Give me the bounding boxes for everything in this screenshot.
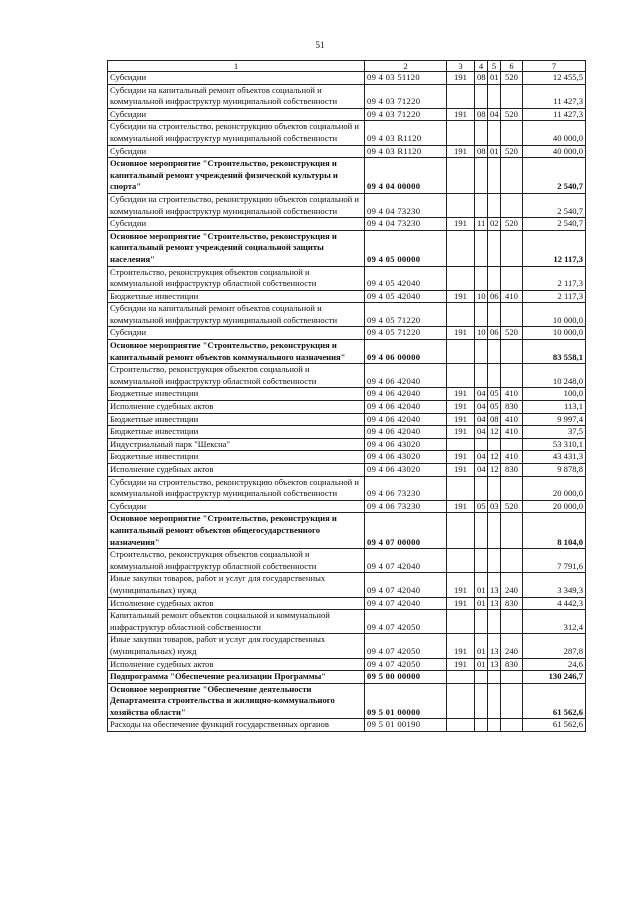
row-expense-type-cell: 520 [501,218,523,231]
row-subsection-cell [488,683,501,719]
row-ved-cell [447,476,475,500]
row-subsection-cell: 01 [488,145,501,158]
row-section-cell [475,438,488,451]
row-name-cell: Основное мероприятие "Строительство, реконструкция и капитальный ремонт объектов коммунального назначения" [108,340,365,364]
table-row [108,500,586,513]
row-code-cell: 09 5 00 00000 [365,671,447,684]
header-cell: 6 [501,61,523,72]
row-sum-cell: 61 562,6 [523,683,586,719]
row-sum-cell: 40 000,0 [523,121,586,145]
row-subsection-cell [488,513,501,549]
row-sum-cell: 312,4 [523,610,586,634]
row-ved-cell: 191 [447,451,475,464]
row-name-cell: Субсидии [108,218,365,231]
row-subsection-cell: 04 [488,108,501,121]
table-row [108,108,586,121]
row-subsection-cell [488,303,501,327]
row-code-cell: 09 4 07 42050 [365,634,447,658]
row-section-cell: 08 [475,145,488,158]
row-section-cell: 01 [475,634,488,658]
row-expense-type-cell [501,610,523,634]
row-code-cell: 09 4 07 42040 [365,549,447,573]
row-sum-cell: 8 104,0 [523,513,586,549]
row-expense-type-cell [501,438,523,451]
row-expense-type-cell [501,476,523,500]
row-section-cell [475,193,488,217]
row-sum-cell: 100,0 [523,388,586,401]
row-subsection-cell: 13 [488,597,501,610]
row-ved-cell: 191 [447,401,475,414]
row-code-cell: 09 4 05 42040 [365,266,447,290]
row-sum-cell: 24,6 [523,658,586,671]
row-name-cell: Расходы на обеспечение функций государственных органов [108,719,365,732]
row-ved-cell [447,340,475,364]
row-ved-cell [447,158,475,194]
row-name-cell: Субсидии [108,108,365,121]
table-row [108,451,586,464]
row-name-cell: Субсидии на капитальный ремонт объектов социальной и коммунальной инфраструктур муниципальной собственности [108,303,365,327]
row-ved-cell: 191 [447,145,475,158]
row-expense-type-cell: 520 [501,72,523,85]
table-row [108,549,586,573]
table-row [108,145,586,158]
row-name-cell: Иные закупки товаров, работ и услуг для государственных (муниципальных) нужд [108,634,365,658]
row-sum-cell: 20 000,0 [523,500,586,513]
row-code-cell: 09 4 06 43020 [365,451,447,464]
row-subsection-cell [488,719,501,732]
row-ved-cell: 191 [447,597,475,610]
table-row [108,719,586,732]
row-name-cell: Основное мероприятие "Строительство, реконструкция и капитальный ремонт объектов общегосударственного назначения" [108,513,365,549]
row-name-cell: Исполнение судебных актов [108,401,365,414]
row-name-cell: Подпрограмма "Обеспечение реализации Программы" [108,671,365,684]
row-expense-type-cell: 830 [501,658,523,671]
row-expense-type-cell [501,513,523,549]
row-ved-cell [447,683,475,719]
table-row [108,597,586,610]
row-ved-cell [447,266,475,290]
row-subsection-cell [488,671,501,684]
row-ved-cell: 191 [447,218,475,231]
row-subsection-cell: 06 [488,290,501,303]
row-subsection-cell [488,84,501,108]
row-subsection-cell [488,121,501,145]
row-name-cell: Субсидии [108,145,365,158]
row-ved-cell [447,513,475,549]
row-name-cell: Бюджетные инвестиции [108,290,365,303]
row-sum-cell: 2 117,3 [523,290,586,303]
page-number: 51 [315,40,325,50]
row-section-cell: 04 [475,401,488,414]
row-ved-cell [447,84,475,108]
row-section-cell: 05 [475,500,488,513]
row-expense-type-cell [501,549,523,573]
row-ved-cell: 191 [447,464,475,477]
row-subsection-cell: 13 [488,634,501,658]
row-expense-type-cell [501,266,523,290]
table-row [108,327,586,340]
row-expense-type-cell [501,303,523,327]
row-subsection-cell: 05 [488,388,501,401]
row-sum-cell: 2 117,3 [523,266,586,290]
row-sum-cell: 9 997,4 [523,413,586,426]
table-row [108,388,586,401]
table-row [108,513,586,549]
row-ved-cell: 191 [447,500,475,513]
row-section-cell [475,549,488,573]
row-code-cell: 09 4 03 51120 [365,72,447,85]
row-name-cell: Бюджетные инвестиции [108,413,365,426]
row-expense-type-cell [501,84,523,108]
row-expense-type-cell [501,230,523,266]
row-code-cell: 09 4 07 42050 [365,610,447,634]
row-section-cell: 08 [475,108,488,121]
row-subsection-cell [488,193,501,217]
row-ved-cell [447,610,475,634]
row-expense-type-cell [501,719,523,732]
row-code-cell: 09 4 05 71220 [365,303,447,327]
row-section-cell [475,719,488,732]
row-sum-cell: 2 540,7 [523,193,586,217]
row-section-cell [475,340,488,364]
row-subsection-cell: 12 [488,451,501,464]
row-ved-cell [447,719,475,732]
row-section-cell [475,476,488,500]
row-expense-type-cell [501,671,523,684]
row-name-cell: Основное мероприятие "Строительство, реконструкция и капитальный ремонт учреждений социальной защиты населения" [108,230,365,266]
row-section-cell: 04 [475,413,488,426]
row-name-cell: Бюджетные инвестиции [108,388,365,401]
table-row [108,464,586,477]
row-name-cell: Основное мероприятие "Обеспечение деятельности Департамента строительства и жилищно-коммунального хозяйства области" [108,683,365,719]
table-row [108,671,586,684]
row-sum-cell: 61 562,6 [523,719,586,732]
table-row [108,303,586,327]
row-name-cell: Бюджетные инвестиции [108,451,365,464]
row-sum-cell: 3 349,3 [523,573,586,597]
row-sum-cell: 4 442,3 [523,597,586,610]
row-code-cell: 09 4 06 42040 [365,413,447,426]
row-section-cell: 04 [475,464,488,477]
row-subsection-cell: 03 [488,500,501,513]
row-expense-type-cell: 410 [501,451,523,464]
row-ved-cell: 191 [447,573,475,597]
row-subsection-cell [488,476,501,500]
row-code-cell: 09 4 07 42050 [365,658,447,671]
row-name-cell: Строительство, реконструкция объектов социальной и коммунальной инфраструктур областной собственности [108,364,365,388]
row-code-cell: 09 4 06 73230 [365,500,447,513]
row-subsection-cell: 12 [488,426,501,439]
row-name-cell: Бюджетные инвестиции [108,426,365,439]
row-name-cell: Субсидии на строительство, реконструкцию объектов социальной и коммунальной инфраструктур муниципальной собственности [108,193,365,217]
table-row [108,340,586,364]
row-section-cell [475,683,488,719]
row-expense-type-cell: 520 [501,108,523,121]
row-section-cell [475,158,488,194]
header-cell: 2 [365,61,447,72]
row-ved-cell: 191 [447,290,475,303]
row-ved-cell: 191 [447,108,475,121]
row-code-cell: 09 4 04 73230 [365,193,447,217]
row-name-cell: Строительство, реконструкция объектов социальной и коммунальной инфраструктур областной собственности [108,266,365,290]
row-ved-cell: 191 [447,426,475,439]
row-subsection-cell: 12 [488,464,501,477]
header-cell: 4 [475,61,488,72]
table-row [108,290,586,303]
row-code-cell: 09 4 03 R1120 [365,121,447,145]
row-section-cell [475,671,488,684]
row-sum-cell: 2 540,7 [523,158,586,194]
table-row [108,658,586,671]
row-expense-type-cell: 520 [501,500,523,513]
row-subsection-cell: 13 [488,658,501,671]
row-subsection-cell [488,364,501,388]
row-sum-cell: 40 000,0 [523,145,586,158]
row-subsection-cell: 01 [488,72,501,85]
table-row [108,610,586,634]
row-ved-cell [447,364,475,388]
row-subsection-cell [488,610,501,634]
row-ved-cell [447,121,475,145]
row-code-cell: 09 4 06 43020 [365,464,447,477]
header-cell: 1 [108,61,365,72]
row-name-cell: Иные закупки товаров, работ и услуг для государственных (муниципальных) нужд [108,573,365,597]
row-name-cell: Субсидии [108,500,365,513]
row-subsection-cell [488,438,501,451]
row-section-cell: 04 [475,426,488,439]
row-expense-type-cell: 410 [501,426,523,439]
row-section-cell: 01 [475,573,488,597]
row-section-cell [475,610,488,634]
row-code-cell: 09 4 04 73230 [365,218,447,231]
row-name-cell: Строительство, реконструкция объектов социальной и коммунальной инфраструктур областной собственности [108,549,365,573]
row-sum-cell: 130 246,7 [523,671,586,684]
row-subsection-cell: 02 [488,218,501,231]
row-sum-cell: 43 431,3 [523,451,586,464]
row-code-cell: 09 4 05 71220 [365,327,447,340]
row-code-cell: 09 4 04 00000 [365,158,447,194]
row-ved-cell [447,193,475,217]
table-row [108,121,586,145]
table-row [108,401,586,414]
row-section-cell: 11 [475,218,488,231]
row-name-cell: Субсидии на капитальный ремонт объектов социальной и коммунальной инфраструктур муниципальной собственности [108,84,365,108]
row-section-cell [475,513,488,549]
row-section-cell [475,364,488,388]
row-section-cell: 01 [475,658,488,671]
row-subsection-cell [488,549,501,573]
row-section-cell [475,266,488,290]
row-code-cell: 09 4 07 00000 [365,513,447,549]
row-expense-type-cell [501,364,523,388]
row-code-cell: 09 4 07 42040 [365,573,447,597]
row-expense-type-cell: 410 [501,388,523,401]
row-sum-cell: 10 000,0 [523,327,586,340]
row-code-cell: 09 4 06 73230 [365,476,447,500]
table-row [108,193,586,217]
row-expense-type-cell: 240 [501,573,523,597]
row-expense-type-cell [501,193,523,217]
row-name-cell: Исполнение судебных актов [108,597,365,610]
row-section-cell: 10 [475,290,488,303]
row-section-cell: 01 [475,597,488,610]
row-sum-cell: 12 117,3 [523,230,586,266]
row-sum-cell: 9 878,8 [523,464,586,477]
header-cell: 5 [488,61,501,72]
row-sum-cell: 2 540,7 [523,218,586,231]
row-ved-cell: 191 [447,327,475,340]
row-expense-type-cell: 830 [501,464,523,477]
row-ved-cell [447,438,475,451]
row-sum-cell: 287,8 [523,634,586,658]
row-expense-type-cell: 410 [501,413,523,426]
row-sum-cell: 12 455,5 [523,72,586,85]
row-ved-cell [447,671,475,684]
row-code-cell: 09 4 05 42040 [365,290,447,303]
table-row [108,158,586,194]
row-section-cell [475,303,488,327]
table-row [108,218,586,231]
row-subsection-cell: 13 [488,573,501,597]
row-name-cell: Субсидии на строительство, реконструкцию объектов социальной и коммунальной инфраструктур муниципальной собственности [108,121,365,145]
table-row [108,426,586,439]
table-row [108,683,586,719]
row-name-cell: Исполнение судебных актов [108,464,365,477]
header-cell: 7 [523,61,586,72]
row-sum-cell: 11 427,3 [523,84,586,108]
row-ved-cell: 191 [447,388,475,401]
row-ved-cell [447,549,475,573]
table-row [108,438,586,451]
row-section-cell: 04 [475,451,488,464]
table-row [108,476,586,500]
row-section-cell: 04 [475,388,488,401]
header-cell: 3 [447,61,475,72]
table-row [108,634,586,658]
row-code-cell: 09 5 01 00000 [365,683,447,719]
row-expense-type-cell: 240 [501,634,523,658]
row-expense-type-cell [501,121,523,145]
row-expense-type-cell [501,340,523,364]
row-subsection-cell: 06 [488,327,501,340]
row-sum-cell: 7 791,6 [523,549,586,573]
row-sum-cell: 10 000,0 [523,303,586,327]
row-subsection-cell [488,158,501,194]
row-expense-type-cell [501,683,523,719]
row-code-cell: 09 4 06 42040 [365,401,447,414]
row-sum-cell: 53 310,1 [523,438,586,451]
row-section-cell [475,121,488,145]
row-code-cell: 09 4 03 71220 [365,108,447,121]
row-expense-type-cell: 830 [501,401,523,414]
row-ved-cell [447,230,475,266]
table-row [108,84,586,108]
row-subsection-cell [488,266,501,290]
row-code-cell: 09 4 06 43020 [365,438,447,451]
row-code-cell: 09 4 06 00000 [365,340,447,364]
row-subsection-cell: 08 [488,413,501,426]
table-row [108,266,586,290]
row-section-cell: 10 [475,327,488,340]
table-row [108,573,586,597]
row-sum-cell: 113,1 [523,401,586,414]
row-ved-cell: 191 [447,413,475,426]
table-row [108,230,586,266]
row-name-cell: Субсидии на строительство, реконструкцию объектов социальной и коммунальной инфраструктур муниципальной собственности [108,476,365,500]
row-sum-cell: 37,5 [523,426,586,439]
row-sum-cell: 10 248,0 [523,364,586,388]
row-ved-cell: 191 [447,658,475,671]
row-code-cell: 09 4 03 R1120 [365,145,447,158]
row-expense-type-cell: 520 [501,327,523,340]
table-row [108,364,586,388]
row-code-cell: 09 4 06 42040 [365,426,447,439]
row-code-cell: 09 4 07 42040 [365,597,447,610]
row-expense-type-cell [501,158,523,194]
row-sum-cell: 83 558,1 [523,340,586,364]
row-name-cell: Основное мероприятие "Строительство, реконструкция и капитальный ремонт учреждений физической культуры и спорта" [108,158,365,194]
row-sum-cell: 20 000,0 [523,476,586,500]
row-name-cell: Исполнение судебных актов [108,658,365,671]
row-sum-cell: 11 427,3 [523,108,586,121]
row-subsection-cell [488,340,501,364]
row-subsection-cell: 05 [488,401,501,414]
row-name-cell: Капитальный ремонт объектов социальной и коммунальной инфраструктур областной собственности [108,610,365,634]
row-name-cell: Субсидии [108,327,365,340]
row-code-cell: 09 4 06 42040 [365,388,447,401]
row-ved-cell: 191 [447,634,475,658]
row-code-cell: 09 4 05 00000 [365,230,447,266]
row-code-cell: 09 4 06 42040 [365,364,447,388]
row-expense-type-cell: 520 [501,145,523,158]
row-expense-type-cell: 830 [501,597,523,610]
row-section-cell: 08 [475,72,488,85]
table-row [108,72,586,85]
row-ved-cell [447,303,475,327]
row-section-cell [475,84,488,108]
row-code-cell: 09 5 01 00190 [365,719,447,732]
row-expense-type-cell: 410 [501,290,523,303]
budget-table [107,60,586,732]
header-row [108,61,586,72]
row-code-cell: 09 4 03 71220 [365,84,447,108]
table-row [108,413,586,426]
row-name-cell: Индустриальный парк "Шексна" [108,438,365,451]
row-name-cell: Субсидии [108,72,365,85]
table-body [108,72,586,732]
row-subsection-cell [488,230,501,266]
row-section-cell [475,230,488,266]
row-ved-cell: 191 [447,72,475,85]
